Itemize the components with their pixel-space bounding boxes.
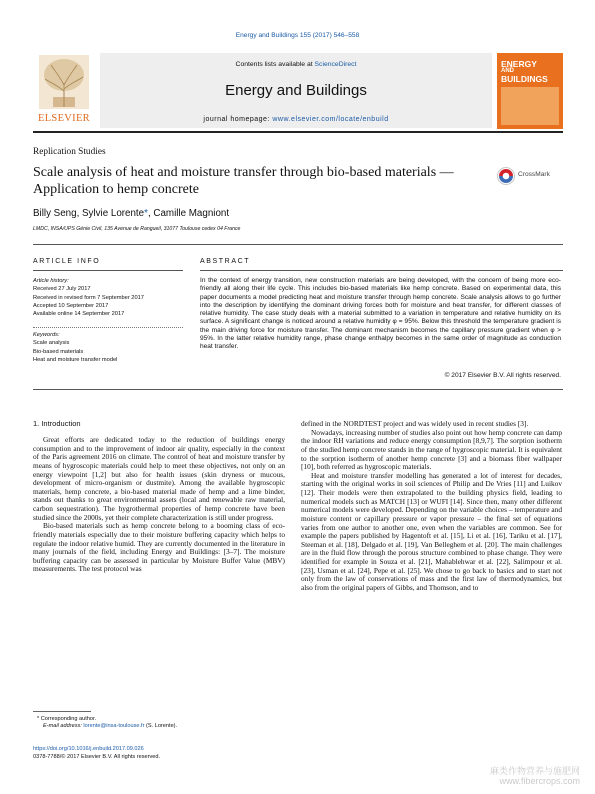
history-label: Article history: [33, 278, 69, 284]
email-link[interactable]: lorente@insa-toulouse.fr [83, 723, 145, 730]
right-column [301, 420, 562, 593]
article-title: Scale analysis of heat and moisture transfer through bio-based materials — Application to hemp concrete [33, 165, 454, 197]
authors [33, 208, 229, 219]
watermark [430, 766, 580, 786]
paragraph: Great efforts are dedicated today to the reduction of buildings energy consumption and to the improvement of indoor air quality, especially in the context of the Paris agreement 2016 on climate. The control of heat and moisture transfer by means of hygroscopic materials could help to meet these objectives, not only on an energy viewpoint [1,2] but also for health issues (skin dryness or mucous, development of micro-organism or dustmite). Among the available hygroscopic materials, hemp concrete, a bio-based material made of hemp and a lime binder, stands out thanks to great environmental assets (local and renewable raw material, carbon sequestration). The hygrothermal properties of hemp concrete have been studied since the 2000s, yet their complete characterization is still under progress. [33, 435, 285, 522]
crossmark-icon [497, 167, 515, 185]
abstract-copyright: © 2017 Elsevier B.V. All rights reserved. [444, 372, 561, 379]
author-3[interactable]: , Camille Magniont [147, 208, 230, 219]
paragraph: Nowadays, increasing number of studies also point out how hemp concrete can damp the indoor RH variations and reduce energy consumption [8,9,7]. The sorption isotherm of the studied hemp concrete stands in the range of hygroscopic material. It is equivalent to the sorption isotherm of another hemp concrete [3] and a biomass fiber wallpaper [10], both referred as hygroscopic materials. [301, 427, 562, 472]
journal-reference-link[interactable]: Energy and Buildings 155 (2017) 546–558 [235, 32, 360, 39]
keywords-rule [33, 327, 183, 328]
author-1[interactable]: Billy Seng, [33, 208, 83, 219]
paragraph: defined in the NORDTEST project and was widely used in recent studies [3]. [301, 419, 529, 428]
email-prefix: E-mail address: [43, 723, 84, 730]
watermark-line2: www.fibercrops.com [499, 776, 580, 786]
abstract-heading: ABSTRACT [200, 258, 251, 265]
watermark-line1: 麻类作物营养与施肥网 [489, 766, 580, 776]
cover-title-line1: ENERGY [501, 59, 537, 69]
history-received: Received 27 July 2017 [33, 286, 91, 293]
affiliation-rule [33, 244, 563, 245]
left-column [33, 436, 285, 574]
keyword-item: Bio-based materials [33, 348, 84, 355]
homepage-prefix: journal homepage: [203, 116, 273, 123]
journal-name: Energy and Buildings [225, 82, 367, 99]
issn-line: 0378-7788/© 2017 Elsevier B.V. All rights reserved. [33, 754, 161, 761]
abstract-bottom-rule [33, 389, 563, 390]
doi-block [33, 745, 160, 762]
introduction-heading: 1. Introduction [33, 419, 81, 428]
contents-prefix: Contents lists available at [235, 61, 315, 68]
history-online: Available online 14 September 2017 [33, 311, 125, 318]
article-info-heading: ARTICLE INFO [33, 258, 101, 265]
crossmark-badge[interactable] [497, 167, 567, 185]
author-2[interactable]: Sylvie Lorente [82, 208, 145, 219]
abstract-text: In the context of energy transition, new construction materials are being developed, with the concern of being more eco-friendly all along their life cycle. This includes bio-based materials like hemp concrete. Based on experimental data, this paper documents a model predicting heat and moisture transfer through hemp concrete. Scale analysis allows to go further into the description by identifying the dominant driving forces both for moisture and heat transfer, for different classes of relative humidity. The case study deals with a material submitted to a variation in temperature and relative humidity on its surface. A significant change is noticed around a relative humidity φ = 95%. Below this threshold the temperature gradient is the main driving force for moisture transfer. The dominant mechanism becomes the capillary pressure gradient when φ > 95%. In the latter relative humidity range, phase change enthalpy becomes in the same order of magnitude as conduction heat transfer. [200, 277, 561, 351]
homepage-link[interactable]: www.elsevier.com/locate/enbuild [272, 116, 389, 123]
elsevier-wordmark: ELSEVIER [38, 113, 90, 124]
elsevier-logo [33, 53, 95, 129]
history-accepted: Accepted 10 September 2017 [33, 302, 109, 309]
footnote-rule [33, 711, 91, 712]
footnote-label: * Corresponding author. [37, 716, 97, 722]
corresponding-author-footnote [33, 716, 285, 730]
cover-title-and: AND [501, 68, 514, 74]
contents-line [100, 61, 492, 68]
keyword-item: Heat and moisture transfer model [33, 356, 118, 363]
header-rule [33, 131, 563, 133]
paragraph: Bio-based materials such as hemp concrete belong to a booming class of eco-friendly materials especially due to their moisture buffering capacity which helps to regulate the indoor relative humid. They are currently documented in the literature in many journals of the field, including Energy and Buildings: [3–7]. The moisture buffering capacity can be assessed in particular by Moisture Buffer Value (MBV) measurements. The test protocol was [33, 521, 285, 574]
journal-cover-thumbnail [497, 53, 563, 129]
crossmark-label: CrossMark [518, 171, 550, 178]
keyword-item: Scale analysis [33, 340, 70, 347]
history-revised: Received in revised form 7 September 2017 [33, 294, 144, 301]
article-info-rule [33, 270, 183, 271]
cover-title-line2: BUILDINGS [501, 74, 548, 84]
affiliation: LMDC, INSA/UPS Génie Civil, 135 Avenue de Rangueil, 31077 Toulouse cedex 04 France [33, 226, 241, 232]
email-suffix: (S. Lorente). [144, 723, 178, 730]
keywords [33, 331, 188, 364]
sciencedirect-link[interactable]: ScienceDirect [314, 61, 357, 68]
section-label: Replication Studies [33, 147, 106, 157]
doi-link[interactable]: https://doi.org/10.1016/j.enbuild.2017.09.026 [33, 746, 144, 752]
paragraph: Heat and moisture transfer modelling has generated a lot of interest for decades, starting with the original works in soil sciences of Philip and De Vries [11] and Luikov [12]. Their models were then extrapolated to the building physics field, leading to numerical models such as MATCH [13] or WUFI [14]. Since then, many other different numerical models were developed. Depending on the variable choices – temperature and moisture content or capillary pressure or vapor pressure – the final set of equations varies from one author to another one, even when the variables are common. See for example the papers published by Hagentoft et al. [15], Li et al. [16], Tariku et al. [17], Steeman et al. [18], Delgado et al. [19], Van Belleghem et al. [20]. The main challenges are in the fluid flow through the porous structure combined to phase change. They were identified for example in Souza et al. [21], Mahablehwar et al. [22], Salimpour et al. [23], Usman et al. [24], Pepe et al. [25]. We chose to go back to basics and to start not only from the law of conservations of mass and the first law of thermodynamics, but also from the original papers of Gibbs, and Thomson, and to [301, 470, 562, 592]
article-history [33, 277, 188, 318]
abstract-rule [200, 270, 563, 271]
journal-homepage-line [100, 116, 492, 123]
keywords-label: Keywords: [33, 332, 60, 338]
corresponding-author-mark[interactable]: * [144, 208, 148, 219]
cover-image-area [501, 87, 559, 125]
